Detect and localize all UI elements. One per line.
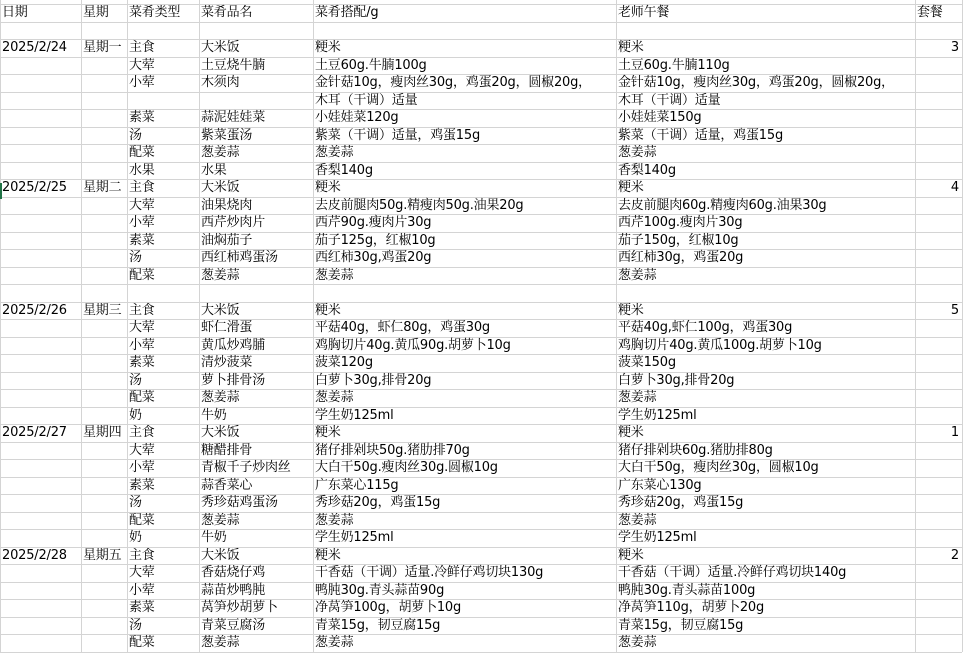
weekday-cell[interactable]: 星期四 (83, 425, 122, 440)
ingredients-cell[interactable]: 葱姜蒜 (315, 635, 354, 650)
dish-name-cell[interactable]: 水果 (201, 162, 227, 178)
dish-type-cell[interactable]: 素菜 (129, 600, 155, 615)
date-cell[interactable] (0, 249, 81, 267)
date-cell[interactable] (0, 459, 81, 477)
dish-name-cell[interactable]: 土豆烧牛腩 (201, 57, 266, 73)
set-number-cell[interactable] (915, 529, 962, 547)
date-cell[interactable] (0, 22, 81, 40)
set-number-cell[interactable] (915, 57, 962, 75)
header-ingredients[interactable]: 菜肴搭配/g (315, 5, 379, 20)
dish-type-cell[interactable]: 汤 (129, 495, 142, 510)
dish-name-cell[interactable]: 紫菜蛋汤 (201, 127, 253, 143)
ingredients-cell[interactable]: 大白干50g.瘦肉丝30g.圆椒10g (315, 460, 498, 475)
date-cell[interactable]: 2025/2/25 (2, 180, 67, 195)
weekday-cell[interactable]: 星期三 (83, 302, 122, 318)
weekday-cell[interactable] (81, 389, 127, 407)
set-number-cell[interactable] (915, 582, 962, 600)
ingredients-cell[interactable]: 去皮前腿肉50g.精瘦肉50g.油果20g (315, 197, 524, 213)
teacher-lunch-cell[interactable]: 净莴笋110g，胡萝卜20g (618, 600, 765, 615)
date-cell[interactable] (0, 389, 81, 407)
dish-name-cell[interactable]: 蒜泥娃娃菜 (201, 110, 266, 125)
set-number-cell[interactable] (915, 197, 962, 215)
teacher-lunch-cell[interactable]: 菠菜150g (618, 355, 676, 370)
set-number-cell[interactable] (915, 144, 962, 162)
dish-type-cell[interactable]: 素菜 (129, 477, 155, 493)
dish-type-cell[interactable]: 汤 (129, 250, 142, 265)
date-cell[interactable] (0, 617, 81, 635)
weekday-cell[interactable] (81, 57, 127, 75)
dish-name-cell[interactable]: 香菇烧仔鸡 (201, 565, 266, 580)
teacher-lunch-cell[interactable]: 秀珍菇20g，鸡蛋15g (618, 495, 744, 510)
weekday-cell[interactable] (81, 284, 127, 302)
dish-type-cell[interactable]: 素菜 (129, 355, 155, 370)
teacher-lunch-cell[interactable]: 粳米 (618, 302, 644, 318)
set-number-cell[interactable]: 2 (950, 547, 959, 563)
date-cell[interactable] (0, 582, 81, 600)
date-cell[interactable] (0, 477, 81, 495)
ingredients-cell[interactable]: 香梨140g (315, 162, 373, 178)
set-number-cell[interactable] (915, 389, 962, 407)
weekday-cell[interactable] (81, 109, 127, 127)
teacher-lunch-cell[interactable]: 西红柿30g，鸡蛋20g (618, 250, 744, 265)
dish-name-cell[interactable]: 蒜香菜心 (201, 477, 253, 493)
dish-type-cell[interactable]: 大荤 (129, 197, 155, 213)
set-number-cell[interactable] (915, 22, 962, 40)
teacher-lunch-cell[interactable]: 土豆60g.牛腩110g (618, 57, 730, 73)
weekday-cell[interactable] (81, 477, 127, 495)
dish-name-cell[interactable]: 糖醋排骨 (201, 442, 253, 458)
teacher-lunch-cell[interactable]: 学生奶125ml (618, 407, 697, 423)
dish-name-cell[interactable]: 莴笋炒胡萝卜 (201, 600, 278, 615)
dish-type-cell[interactable]: 配菜 (129, 512, 155, 528)
ingredients-cell[interactable]: 西红柿30g,鸡蛋20g (315, 250, 432, 265)
dish-name-cell[interactable]: 大米饭 (201, 40, 240, 55)
date-cell[interactable] (0, 162, 81, 180)
teacher-lunch-cell[interactable]: 木耳（干调）适量 (618, 92, 721, 108)
dish-name-cell[interactable]: 葱姜蒜 (201, 145, 240, 160)
date-cell[interactable] (0, 197, 81, 215)
dish-type-cell[interactable]: 奶 (129, 407, 142, 423)
dish-name-cell[interactable]: 虾仁滑蛋 (201, 320, 253, 335)
set-number-cell[interactable] (915, 109, 962, 127)
dish-name-cell[interactable]: 葱姜蒜 (201, 267, 240, 283)
dish-name-cell[interactable]: 葱姜蒜 (201, 390, 240, 405)
set-number-cell[interactable] (915, 442, 962, 460)
weekday-cell[interactable]: 星期一 (83, 40, 122, 55)
ingredients-cell[interactable]: 粳米 (315, 180, 341, 195)
dish-name-cell[interactable]: 青菜豆腐汤 (201, 617, 266, 633)
teacher-lunch-cell[interactable]: 金针菇10g，瘦肉丝30g，鸡蛋20g，圆椒20g， (618, 75, 894, 90)
dish-name-cell[interactable]: 清炒菠菜 (201, 355, 253, 370)
set-number-cell[interactable]: 5 (950, 302, 959, 318)
weekday-cell[interactable] (81, 162, 127, 180)
teacher-lunch-cell[interactable] (616, 284, 915, 302)
teacher-lunch-cell[interactable]: 鸡胸切片40g.黄瓜100g.胡萝卜10g (618, 337, 822, 353)
header-dish-name[interactable]: 菜肴品名 (201, 5, 253, 20)
dish-type-cell[interactable]: 主食 (129, 302, 155, 318)
set-number-cell[interactable] (915, 162, 962, 180)
ingredients-cell[interactable]: 菠菜120g (315, 355, 373, 370)
weekday-cell[interactable] (81, 249, 127, 267)
date-cell[interactable] (0, 232, 81, 250)
dish-type-cell[interactable]: 主食 (129, 425, 155, 440)
dish-name-cell[interactable]: 蒜苗炒鸭肫 (201, 582, 266, 598)
ingredients-cell[interactable]: 粳米 (315, 547, 341, 563)
date-cell[interactable] (0, 109, 81, 127)
dish-name-cell[interactable] (199, 284, 313, 302)
dish-name-cell[interactable]: 油果烧肉 (201, 197, 253, 213)
date-cell[interactable]: 2025/2/28 (2, 547, 67, 563)
weekday-cell[interactable] (81, 582, 127, 600)
date-cell[interactable] (0, 494, 81, 512)
weekday-cell[interactable]: 星期五 (83, 547, 122, 563)
teacher-lunch-cell[interactable] (616, 22, 915, 40)
date-cell[interactable]: 2025/2/24 (2, 40, 67, 55)
dish-type-cell[interactable]: 大荤 (129, 320, 155, 335)
dish-type-cell[interactable]: 主食 (129, 547, 155, 563)
date-cell[interactable] (0, 267, 81, 285)
column-divider (962, 0, 963, 652)
dish-type-cell[interactable]: 配菜 (129, 145, 155, 160)
set-number-cell[interactable] (915, 477, 962, 495)
set-number-cell[interactable] (915, 74, 962, 92)
dish-type-cell[interactable]: 汤 (129, 617, 142, 633)
set-number-cell[interactable] (915, 372, 962, 390)
date-cell[interactable] (0, 599, 81, 617)
ingredients-cell[interactable]: 干香菇（干调）适量.冷鲜仔鸡切块130g (315, 565, 544, 580)
date-cell[interactable] (0, 319, 81, 337)
ingredients-cell[interactable]: 学生奶125ml (315, 530, 394, 545)
dish-type-cell[interactable]: 小荤 (129, 75, 155, 90)
ingredients-cell[interactable]: 粳米 (315, 425, 341, 440)
dish-type-cell[interactable] (127, 284, 199, 302)
weekday-cell[interactable] (81, 372, 127, 390)
set-number-cell[interactable] (915, 617, 962, 635)
weekday-cell[interactable] (81, 529, 127, 547)
set-number-cell[interactable] (915, 354, 962, 372)
set-number-cell[interactable] (915, 407, 962, 425)
dish-name-cell[interactable]: 青椒千子炒肉丝 (201, 460, 291, 475)
set-number-cell[interactable]: 4 (950, 180, 959, 195)
date-cell[interactable] (0, 442, 81, 460)
dish-type-cell[interactable]: 主食 (129, 180, 155, 195)
set-number-cell[interactable]: 1 (950, 425, 959, 440)
weekday-cell[interactable] (81, 512, 127, 530)
date-cell[interactable] (0, 57, 81, 75)
date-cell[interactable]: 2025/2/27 (2, 425, 67, 440)
teacher-lunch-cell[interactable]: 平菇40g,虾仁100g，鸡蛋30g (618, 320, 793, 335)
teacher-lunch-cell[interactable]: 西芹100g.瘦肉片30g (618, 215, 743, 230)
dish-type-cell[interactable]: 小荤 (129, 337, 155, 353)
set-number-cell[interactable] (915, 599, 962, 617)
ingredients-cell[interactable]: 小娃娃菜120g (315, 110, 399, 125)
set-number-cell[interactable] (915, 634, 962, 652)
set-number-cell[interactable] (915, 319, 962, 337)
ingredients-cell[interactable]: 葱姜蒜 (315, 145, 354, 160)
weekday-cell[interactable] (81, 144, 127, 162)
set-number-cell[interactable] (915, 564, 962, 582)
date-cell[interactable] (0, 529, 81, 547)
dish-type-cell[interactable]: 大荤 (129, 57, 155, 73)
weekday-cell[interactable] (81, 319, 127, 337)
dish-type-cell[interactable] (127, 22, 199, 40)
date-cell[interactable] (0, 634, 81, 652)
dish-name-cell[interactable]: 大米饭 (201, 302, 240, 318)
ingredients-cell[interactable]: 白萝卜30g,排骨20g (315, 372, 432, 388)
dish-type-cell[interactable]: 素菜 (129, 110, 155, 125)
ingredients-cell[interactable]: 葱姜蒜 (315, 512, 354, 528)
date-cell[interactable] (0, 144, 81, 162)
weekday-cell[interactable] (81, 127, 127, 145)
teacher-lunch-cell[interactable]: 葱姜蒜 (618, 390, 657, 405)
set-number-cell[interactable] (915, 284, 962, 302)
weekday-cell[interactable] (81, 267, 127, 285)
dish-type-cell[interactable]: 水果 (129, 162, 155, 178)
active-cell-marker (0, 183, 2, 199)
header-date[interactable]: 日期 (2, 5, 28, 20)
teacher-lunch-cell[interactable]: 干香菇（干调）适量.冷鲜仔鸡切块140g (618, 565, 847, 580)
set-number-cell[interactable] (915, 249, 962, 267)
dish-name-cell[interactable]: 牛奶 (201, 407, 227, 423)
set-number-cell[interactable] (915, 127, 962, 145)
date-cell[interactable] (0, 337, 81, 355)
weekday-cell[interactable] (81, 92, 127, 110)
dish-type-cell[interactable]: 主食 (129, 40, 155, 55)
dish-name-cell[interactable]: 秀珍菇鸡蛋汤 (201, 495, 278, 510)
ingredients-cell[interactable]: 木耳（干调）适量 (315, 92, 418, 108)
header-teacher-lunch[interactable]: 老师午餐 (618, 5, 670, 20)
set-number-cell[interactable] (915, 92, 962, 110)
set-number-cell[interactable] (915, 459, 962, 477)
date-cell[interactable] (0, 214, 81, 232)
weekday-cell[interactable] (81, 354, 127, 372)
weekday-cell[interactable] (81, 599, 127, 617)
teacher-lunch-cell[interactable]: 粳米 (618, 180, 644, 195)
dish-type-cell[interactable]: 素菜 (129, 232, 155, 248)
row-divider (0, 652, 962, 653)
teacher-lunch-cell[interactable]: 广东菜心130g (618, 477, 702, 493)
teacher-lunch-cell[interactable]: 葱姜蒜 (618, 512, 657, 528)
ingredients-cell[interactable]: 广东菜心115g (315, 477, 399, 493)
set-number-cell[interactable] (915, 512, 962, 530)
dish-type-cell[interactable] (127, 92, 199, 110)
date-cell[interactable] (0, 372, 81, 390)
weekday-cell[interactable] (81, 407, 127, 425)
date-cell[interactable] (0, 564, 81, 582)
dish-name-cell[interactable] (199, 92, 313, 110)
teacher-lunch-cell[interactable]: 葱姜蒜 (618, 267, 657, 283)
ingredients-cell[interactable]: 猪仔排剁块50g.猪肋排70g (315, 442, 470, 458)
header-dish-type[interactable]: 菜肴类型 (129, 5, 181, 20)
teacher-lunch-cell[interactable]: 香梨140g (618, 162, 676, 178)
weekday-cell[interactable] (81, 22, 127, 40)
date-cell[interactable] (0, 354, 81, 372)
set-number-cell[interactable]: 3 (950, 40, 959, 55)
teacher-lunch-cell[interactable]: 紫菜（干调）适量，鸡蛋15g (618, 127, 783, 143)
ingredients-cell[interactable]: 葱姜蒜 (315, 390, 354, 405)
teacher-lunch-cell[interactable]: 葱姜蒜 (618, 635, 657, 650)
set-number-cell[interactable] (915, 267, 962, 285)
dish-type-cell[interactable]: 大荤 (129, 565, 155, 580)
ingredients-cell[interactable]: 净莴笋100g，胡萝卜10g (315, 600, 462, 615)
teacher-lunch-cell[interactable]: 学生奶125ml (618, 530, 697, 545)
ingredients-cell[interactable]: 茄子125g，红椒10g (315, 232, 436, 248)
date-cell[interactable] (0, 512, 81, 530)
weekday-cell[interactable] (81, 459, 127, 477)
dish-name-cell[interactable]: 木须肉 (201, 75, 240, 90)
date-cell[interactable] (0, 92, 81, 110)
dish-name-cell[interactable]: 西红柿鸡蛋汤 (201, 250, 278, 265)
ingredients-cell[interactable]: 金针菇10g，瘦肉丝30g，鸡蛋20g，圆椒20g， (315, 75, 591, 90)
dish-type-cell[interactable]: 配菜 (129, 635, 155, 650)
teacher-lunch-cell[interactable]: 粳米 (618, 425, 644, 440)
weekday-cell[interactable] (81, 214, 127, 232)
weekday-cell[interactable] (81, 564, 127, 582)
weekday-cell[interactable] (81, 197, 127, 215)
set-number-cell[interactable] (915, 494, 962, 512)
ingredients-cell[interactable]: 平菇40g，虾仁80g，鸡蛋30g (315, 320, 490, 335)
date-cell[interactable] (0, 74, 81, 92)
weekday-cell[interactable] (81, 494, 127, 512)
ingredients-cell[interactable] (313, 284, 616, 302)
teacher-lunch-cell[interactable]: 大白干50g，瘦肉丝30g，圆椒10g (618, 460, 819, 475)
dish-type-cell[interactable]: 小荤 (129, 582, 155, 598)
dish-name-cell[interactable]: 黄瓜炒鸡脯 (201, 337, 266, 353)
dish-name-cell[interactable]: 葱姜蒜 (201, 635, 240, 650)
date-cell[interactable]: 2025/2/26 (2, 302, 67, 318)
dish-name-cell[interactable]: 大米饭 (201, 547, 240, 563)
dish-type-cell[interactable]: 汤 (129, 372, 142, 388)
teacher-lunch-cell[interactable]: 小娃娃菜150g (618, 110, 702, 125)
ingredients-cell[interactable]: 紫菜（干调）适量，鸡蛋15g (315, 127, 480, 143)
ingredients-cell[interactable]: 土豆60g.牛腩100g (315, 57, 427, 73)
ingredients-cell[interactable]: 学生奶125ml (315, 407, 394, 423)
teacher-lunch-cell[interactable]: 粳米 (618, 40, 644, 55)
teacher-lunch-cell[interactable]: 葱姜蒜 (618, 145, 657, 160)
dish-name-cell[interactable]: 大米饭 (201, 180, 240, 195)
dish-type-cell[interactable]: 小荤 (129, 215, 155, 230)
dish-name-cell[interactable]: 西芹炒肉片 (201, 215, 266, 230)
weekday-cell[interactable] (81, 232, 127, 250)
weekday-cell[interactable] (81, 74, 127, 92)
date-cell[interactable] (0, 284, 81, 302)
dish-type-cell[interactable]: 配菜 (129, 267, 155, 283)
date-cell[interactable] (0, 407, 81, 425)
date-cell[interactable] (0, 127, 81, 145)
ingredients-cell[interactable] (313, 22, 616, 40)
ingredients-cell[interactable]: 鸭肫30g.青头蒜苗90g (315, 582, 445, 598)
ingredients-cell[interactable]: 西芹90g.瘦肉片30g (315, 215, 432, 230)
dish-type-cell[interactable]: 奶 (129, 530, 142, 545)
dish-type-cell[interactable]: 配菜 (129, 390, 155, 405)
dish-name-cell[interactable]: 大米饭 (201, 425, 240, 440)
set-number-cell[interactable] (915, 232, 962, 250)
header-weekday[interactable]: 星期 (83, 5, 109, 20)
teacher-lunch-cell[interactable]: 白萝卜30g,排骨20g (618, 372, 735, 388)
ingredients-cell[interactable]: 粳米 (315, 302, 341, 318)
dish-type-cell[interactable]: 小荤 (129, 460, 155, 475)
weekday-cell[interactable] (81, 442, 127, 460)
ingredients-cell[interactable]: 葱姜蒜 (315, 267, 354, 283)
dish-name-cell[interactable]: 牛奶 (201, 530, 227, 545)
weekday-cell[interactable] (81, 337, 127, 355)
teacher-lunch-cell[interactable]: 粳米 (618, 547, 644, 563)
weekday-cell[interactable] (81, 634, 127, 652)
ingredients-cell[interactable]: 青菜15g，韧豆腐15g (315, 617, 441, 633)
weekday-cell[interactable] (81, 617, 127, 635)
dish-name-cell[interactable]: 油焖茄子 (201, 232, 253, 248)
weekday-cell[interactable]: 星期二 (83, 180, 122, 195)
dish-name-cell[interactable] (199, 22, 313, 40)
teacher-lunch-cell[interactable]: 青菜15g，韧豆腐15g (618, 617, 744, 633)
dish-type-cell[interactable]: 汤 (129, 127, 142, 143)
teacher-lunch-cell[interactable]: 鸭肫30g.青头蒜苗100g (618, 582, 756, 598)
header-set-number[interactable]: 套餐 (917, 5, 943, 20)
teacher-lunch-cell[interactable]: 茄子150g，红椒10g (618, 232, 739, 248)
set-number-cell[interactable] (915, 337, 962, 355)
ingredients-cell[interactable]: 秀珍菇20g，鸡蛋15g (315, 495, 441, 510)
set-number-cell[interactable] (915, 214, 962, 232)
dish-name-cell[interactable]: 萝卜排骨汤 (201, 372, 266, 388)
ingredients-cell[interactable]: 鸡胸切片40g.黄瓜90g.胡萝卜10g (315, 337, 511, 353)
teacher-lunch-cell[interactable]: 猪仔排剁块60g.猪肋排80g (618, 442, 773, 458)
ingredients-cell[interactable]: 粳米 (315, 40, 341, 55)
teacher-lunch-cell[interactable]: 去皮前腿肉60g.精瘦肉60g.油果30g (618, 197, 827, 213)
dish-name-cell[interactable]: 葱姜蒜 (201, 512, 240, 528)
dish-type-cell[interactable]: 大荤 (129, 442, 155, 458)
